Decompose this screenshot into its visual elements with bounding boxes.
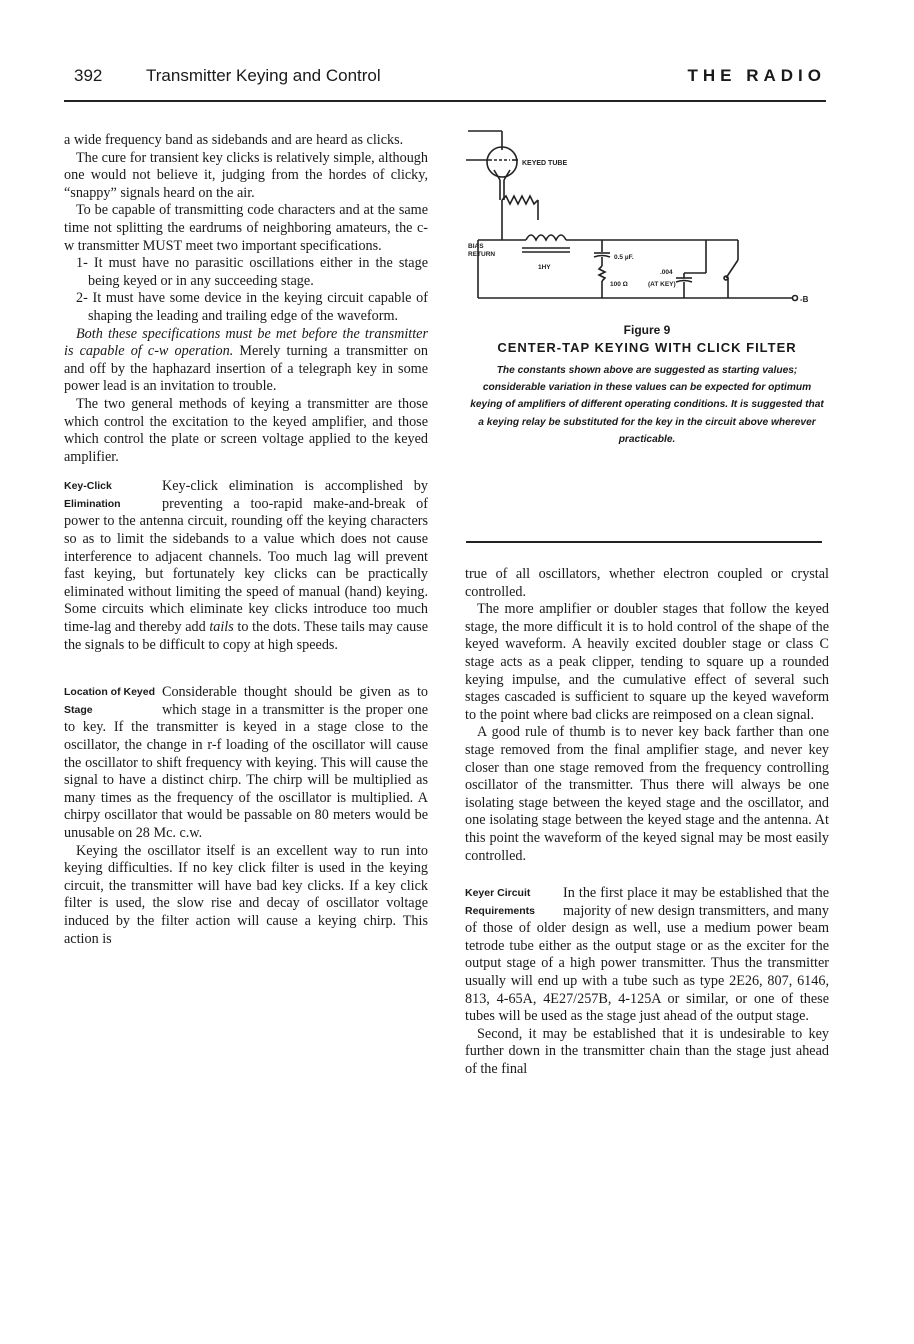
- figure-title: CENTER-TAP KEYING WITH CLICK FILTER: [497, 340, 797, 355]
- paragraph: To be capable of transmitting code characters and at the same time not splitting the eardrums of neighboring amateurs, the c-w transmitter MUST meet two important specifications.: [64, 202, 428, 254]
- book-title: THE RADIO: [687, 66, 826, 85]
- figure-caption: [466, 323, 828, 448]
- paragraph: Keying the oscillator itself is an excellent way to run into keying difficulties. If no key click filter is used in the keying circuit, the transmitter will have bad key clicks. If a key click filter is used, the slow rise and decay of oscillator voltage induced by the filter action will cause a keying chirp. This action is: [64, 842, 428, 947]
- page-number: 392: [74, 66, 103, 85]
- paragraph: The two general methods of keying a transmitter are those which control the excitation to the keyed amplifier, and those which control the plate or screen voltage applied to the keyed amplifier.: [64, 395, 428, 465]
- left-column: [64, 132, 428, 948]
- list-item: 2- It must have some device in the keying circuit capable of shaping the leading and trailing edge of the waveform.: [76, 290, 428, 324]
- paragraph-text: to the dots. These tails may cause the signals to be difficult to copy at high speeds.: [64, 619, 428, 653]
- label-at-key: (AT KEY): [648, 281, 676, 288]
- side-heading: Keyer Circuit Requirements: [465, 887, 536, 917]
- label-return: RETURN: [468, 251, 496, 258]
- circuit-figure: [466, 128, 828, 328]
- paragraph: a wide frequency band as sidebands and are heard as clicks.: [64, 132, 404, 148]
- list-item: 1- It must have no parasitic oscillations either in the stage being keyed or in any succeeding stage.: [76, 255, 428, 289]
- section-key-click: [64, 478, 428, 654]
- emphasis-text: Both these specifications must be met before the transmitter is capable of c-w operation.: [64, 325, 428, 360]
- figure-number: Figure 9: [623, 323, 671, 337]
- label-choke: 1HY: [538, 264, 551, 271]
- paragraph: Considerable thought should be given as to which stage in a transmitter is the proper one to key. If the transmitter is keyed in a stage close to the oscillator, the change in r-f loading of the oscillator will cause the oscillator to shift frequency with keying. This will cause the signal to have a distinct chirp. The chirp will be multiplied as many times as the frequency of the oscillator is multiplied. A chirpy oscillator that would be passable on 80 meters would be unusable on 28 Mc. c.w.: [64, 684, 428, 841]
- section-location: [64, 684, 428, 842]
- paragraph: true of all oscillators, whether electron coupled or crystal controlled.: [465, 566, 829, 600]
- paragraph: The cure for transient key clicks is relatively simple, although one would not believe it, judging from the hordes of clicky, “snappy” signals heard on the air.: [64, 149, 428, 201]
- paragraph: Second, it may be established that it is undesirable to key further down in the transmitter chain than the stage just ahead of the final: [465, 1025, 829, 1078]
- label-cap1: 0.5 µF.: [614, 254, 634, 261]
- paragraph: In the first place it may be established that the majority of new design transmitters, and many of those of older design as well, use a medium power beam tetrode tube either as the output stage or as the exciter for the output stage of a high power transmitter. Thus the transmitter usually will end up with a tube such as type 2E26, 807, 6146, 813, 4-65A, 4E27/257B, 4-125A or similar, or one of these tubes will be used as the stage just ahead of the output stage.: [465, 885, 829, 1025]
- label-res: 100 Ω: [610, 281, 628, 288]
- side-heading: Key-Click Elimination: [64, 480, 121, 510]
- paragraph: [64, 326, 428, 396]
- paragraph-text: Key-click elimination is accomplished by preventing a too-rapid make-and-break of power to the antenna circuit, rounding off the keying characters so as to limit the sidebands to a value which does not cause interference to adjacent channels. Too much lag will prevent fast keying, but fortunately key clicks can be practically eliminated without limiting the speed of manual (hand) keying. Some circuits which eliminate key clicks introduce too much time-lag and thereby add: [64, 478, 428, 636]
- emphasis-text: tails: [209, 619, 234, 636]
- figure-caption-text: The constants shown above are suggested as starting values; considerable variation in these values can be expected for optimum keying of amplifiers of different operating conditions. It is suggested that a keying relay be substituted for the key in the circuit above wherever practicable.: [470, 365, 824, 445]
- section-keyer-circuit: [465, 885, 829, 1026]
- circuit-diagram: [466, 128, 828, 328]
- label-keyed-tube: KEYED TUBE: [522, 160, 568, 167]
- chapter-title: Transmitter Keying and Control: [146, 66, 381, 85]
- label-cap2: .004: [660, 269, 673, 276]
- header-rule: [64, 100, 826, 102]
- running-header: [62, 66, 826, 90]
- paragraph: The more amplifier or doubler stages that follow the keyed stage, the more difficult it is to hold control of the shape of the keyed waveform. A heavily excited doubler stage or class C stage acts as a peak clipper, tending to square up a rounded keying impulse, and the cumulative effect of several such stages cascaded is sufficient to square up the keyed waveform to the point where bad clicks are reimposed on a clean signal.: [465, 601, 829, 723]
- label-bias: BIAS: [468, 243, 484, 250]
- right-column: [465, 566, 829, 1079]
- paragraph-text: Merely turning a transmitter on and off by the haphazard insertion of a telegraph key in some power lead is an invitation to trouble.: [64, 343, 428, 395]
- paragraph: A good rule of thumb is to never key back farther than one stage removed from the final amplifier stage, and never key closer than one stage removed from the frequency controlling oscillator of the transmitter. Thus there will always be one isolating stage between the keyed stage and the oscillator, and one isolating stage between the keyed stage and the antenna. At this point the waveform of the keyed signal may be most easily controlled.: [465, 724, 829, 864]
- figure-rule: [466, 541, 822, 543]
- side-heading: Location of Keyed Stage: [64, 686, 156, 716]
- label-minus-b: -B: [800, 295, 809, 304]
